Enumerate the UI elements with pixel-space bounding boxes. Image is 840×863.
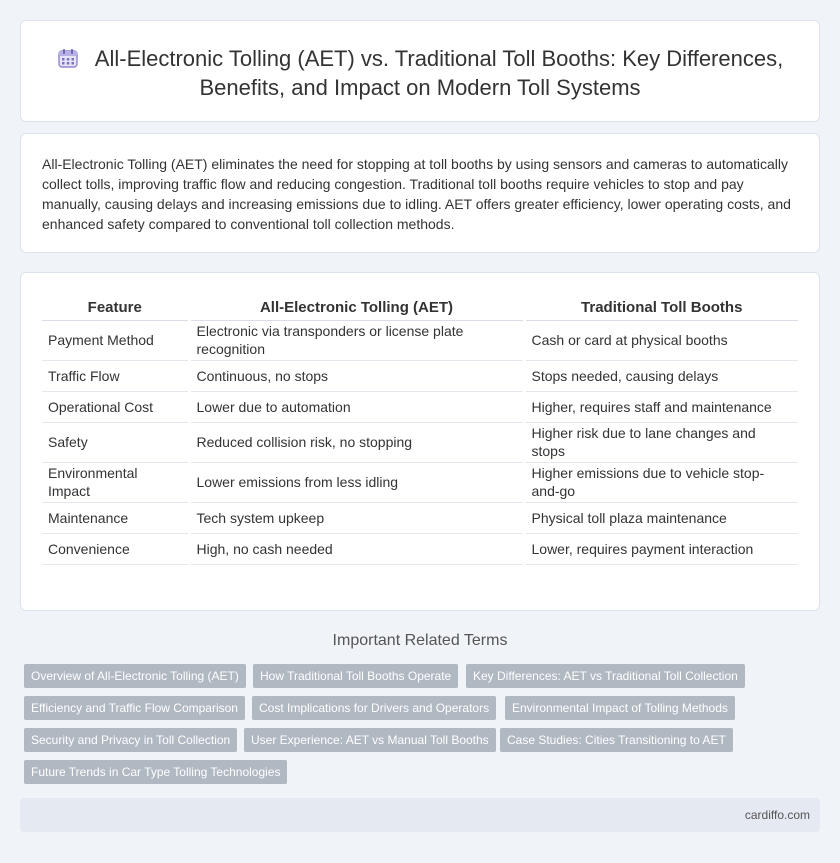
table-row xyxy=(42,502,798,533)
page-title-text: All-Electronic Tolling (AET) vs. Traditional Toll Booths: Key Differences, Benefits, and Impact on Modern Toll Systems xyxy=(94,46,784,100)
traditional-cell: Higher risk due to lane changes and stops xyxy=(524,422,798,462)
related-term-tag[interactable]: Environmental Impact of Tolling Methods xyxy=(505,696,735,720)
aet-cell: Lower due to automation xyxy=(189,391,524,422)
aet-cell: High, no cash needed xyxy=(189,533,524,564)
comparison-table-card xyxy=(20,272,820,611)
comparison-table xyxy=(42,296,798,565)
footer-site-link[interactable]: cardiffo.com xyxy=(744,808,810,822)
aet-cell: Reduced collision risk, no stopping xyxy=(189,422,524,462)
related-term-tag[interactable]: Efficiency and Traffic Flow Comparison xyxy=(24,696,245,720)
footer xyxy=(20,798,820,832)
header-traditional: Traditional Toll Booths xyxy=(524,296,798,320)
related-term-tag[interactable]: Key Differences: AET vs Traditional Toll Collection xyxy=(466,664,745,688)
aet-cell: Tech system upkeep xyxy=(189,502,524,533)
traditional-cell: Higher, requires staff and maintenance xyxy=(524,391,798,422)
table-row xyxy=(42,320,798,360)
traditional-cell: Higher emissions due to vehicle stop-and-go xyxy=(524,462,798,502)
related-term-tag[interactable]: Case Studies: Cities Transitioning to AET xyxy=(500,728,733,752)
feature-cell: Payment Method xyxy=(42,320,189,360)
table-row xyxy=(42,462,798,502)
header-feature: Feature xyxy=(42,296,189,320)
title-card xyxy=(20,20,820,122)
aet-cell: Lower emissions from less idling xyxy=(189,462,524,502)
page-title xyxy=(51,44,789,102)
traditional-cell: Physical toll plaza maintenance xyxy=(524,502,798,533)
aet-cell: Electronic via transponders or license plate recognition xyxy=(189,320,524,360)
intro-card xyxy=(20,133,820,253)
related-term-tag[interactable]: User Experience: AET vs Manual Toll Booths xyxy=(244,728,496,752)
traditional-cell: Stops needed, causing delays xyxy=(524,360,798,391)
calendar-icon xyxy=(57,47,79,69)
feature-cell: Environmental Impact xyxy=(42,462,189,502)
traditional-cell: Cash or card at physical booths xyxy=(524,320,798,360)
related-term-tag[interactable]: Overview of All-Electronic Tolling (AET) xyxy=(24,664,246,688)
aet-cell: Continuous, no stops xyxy=(189,360,524,391)
related-term-tag[interactable]: Future Trends in Car Type Tolling Technologies xyxy=(24,760,287,784)
intro-paragraph: All-Electronic Tolling (AET) eliminates the need for stopping at toll booths by using sensors and cameras to automatically collect tolls, improving traffic flow and reducing congestion. Traditional toll booths require vehicles to stop and pay manually, causing delays and increasing emissions due to idling. AET offers greater efficiency, lower operating costs, and enhanced safety compared to conventional toll collection methods. xyxy=(42,156,791,232)
traditional-cell: Lower, requires payment interaction xyxy=(524,533,798,564)
table-row xyxy=(42,391,798,422)
table-row xyxy=(42,533,798,564)
table-row xyxy=(42,360,798,391)
header-aet: All-Electronic Tolling (AET) xyxy=(189,296,524,320)
feature-cell: Traffic Flow xyxy=(42,360,189,391)
related-term-tag[interactable]: How Traditional Toll Booths Operate xyxy=(253,664,458,688)
feature-cell: Convenience xyxy=(42,533,189,564)
related-terms-title: Important Related Terms xyxy=(332,632,508,649)
table-header-row xyxy=(42,296,798,320)
feature-cell: Maintenance xyxy=(42,502,189,533)
table-row xyxy=(42,422,798,462)
feature-cell: Safety xyxy=(42,422,189,462)
related-term-tag[interactable]: Security and Privacy in Toll Collection xyxy=(24,728,237,752)
related-term-tag[interactable]: Cost Implications for Drivers and Operators xyxy=(252,696,496,720)
feature-cell: Operational Cost xyxy=(42,391,189,422)
